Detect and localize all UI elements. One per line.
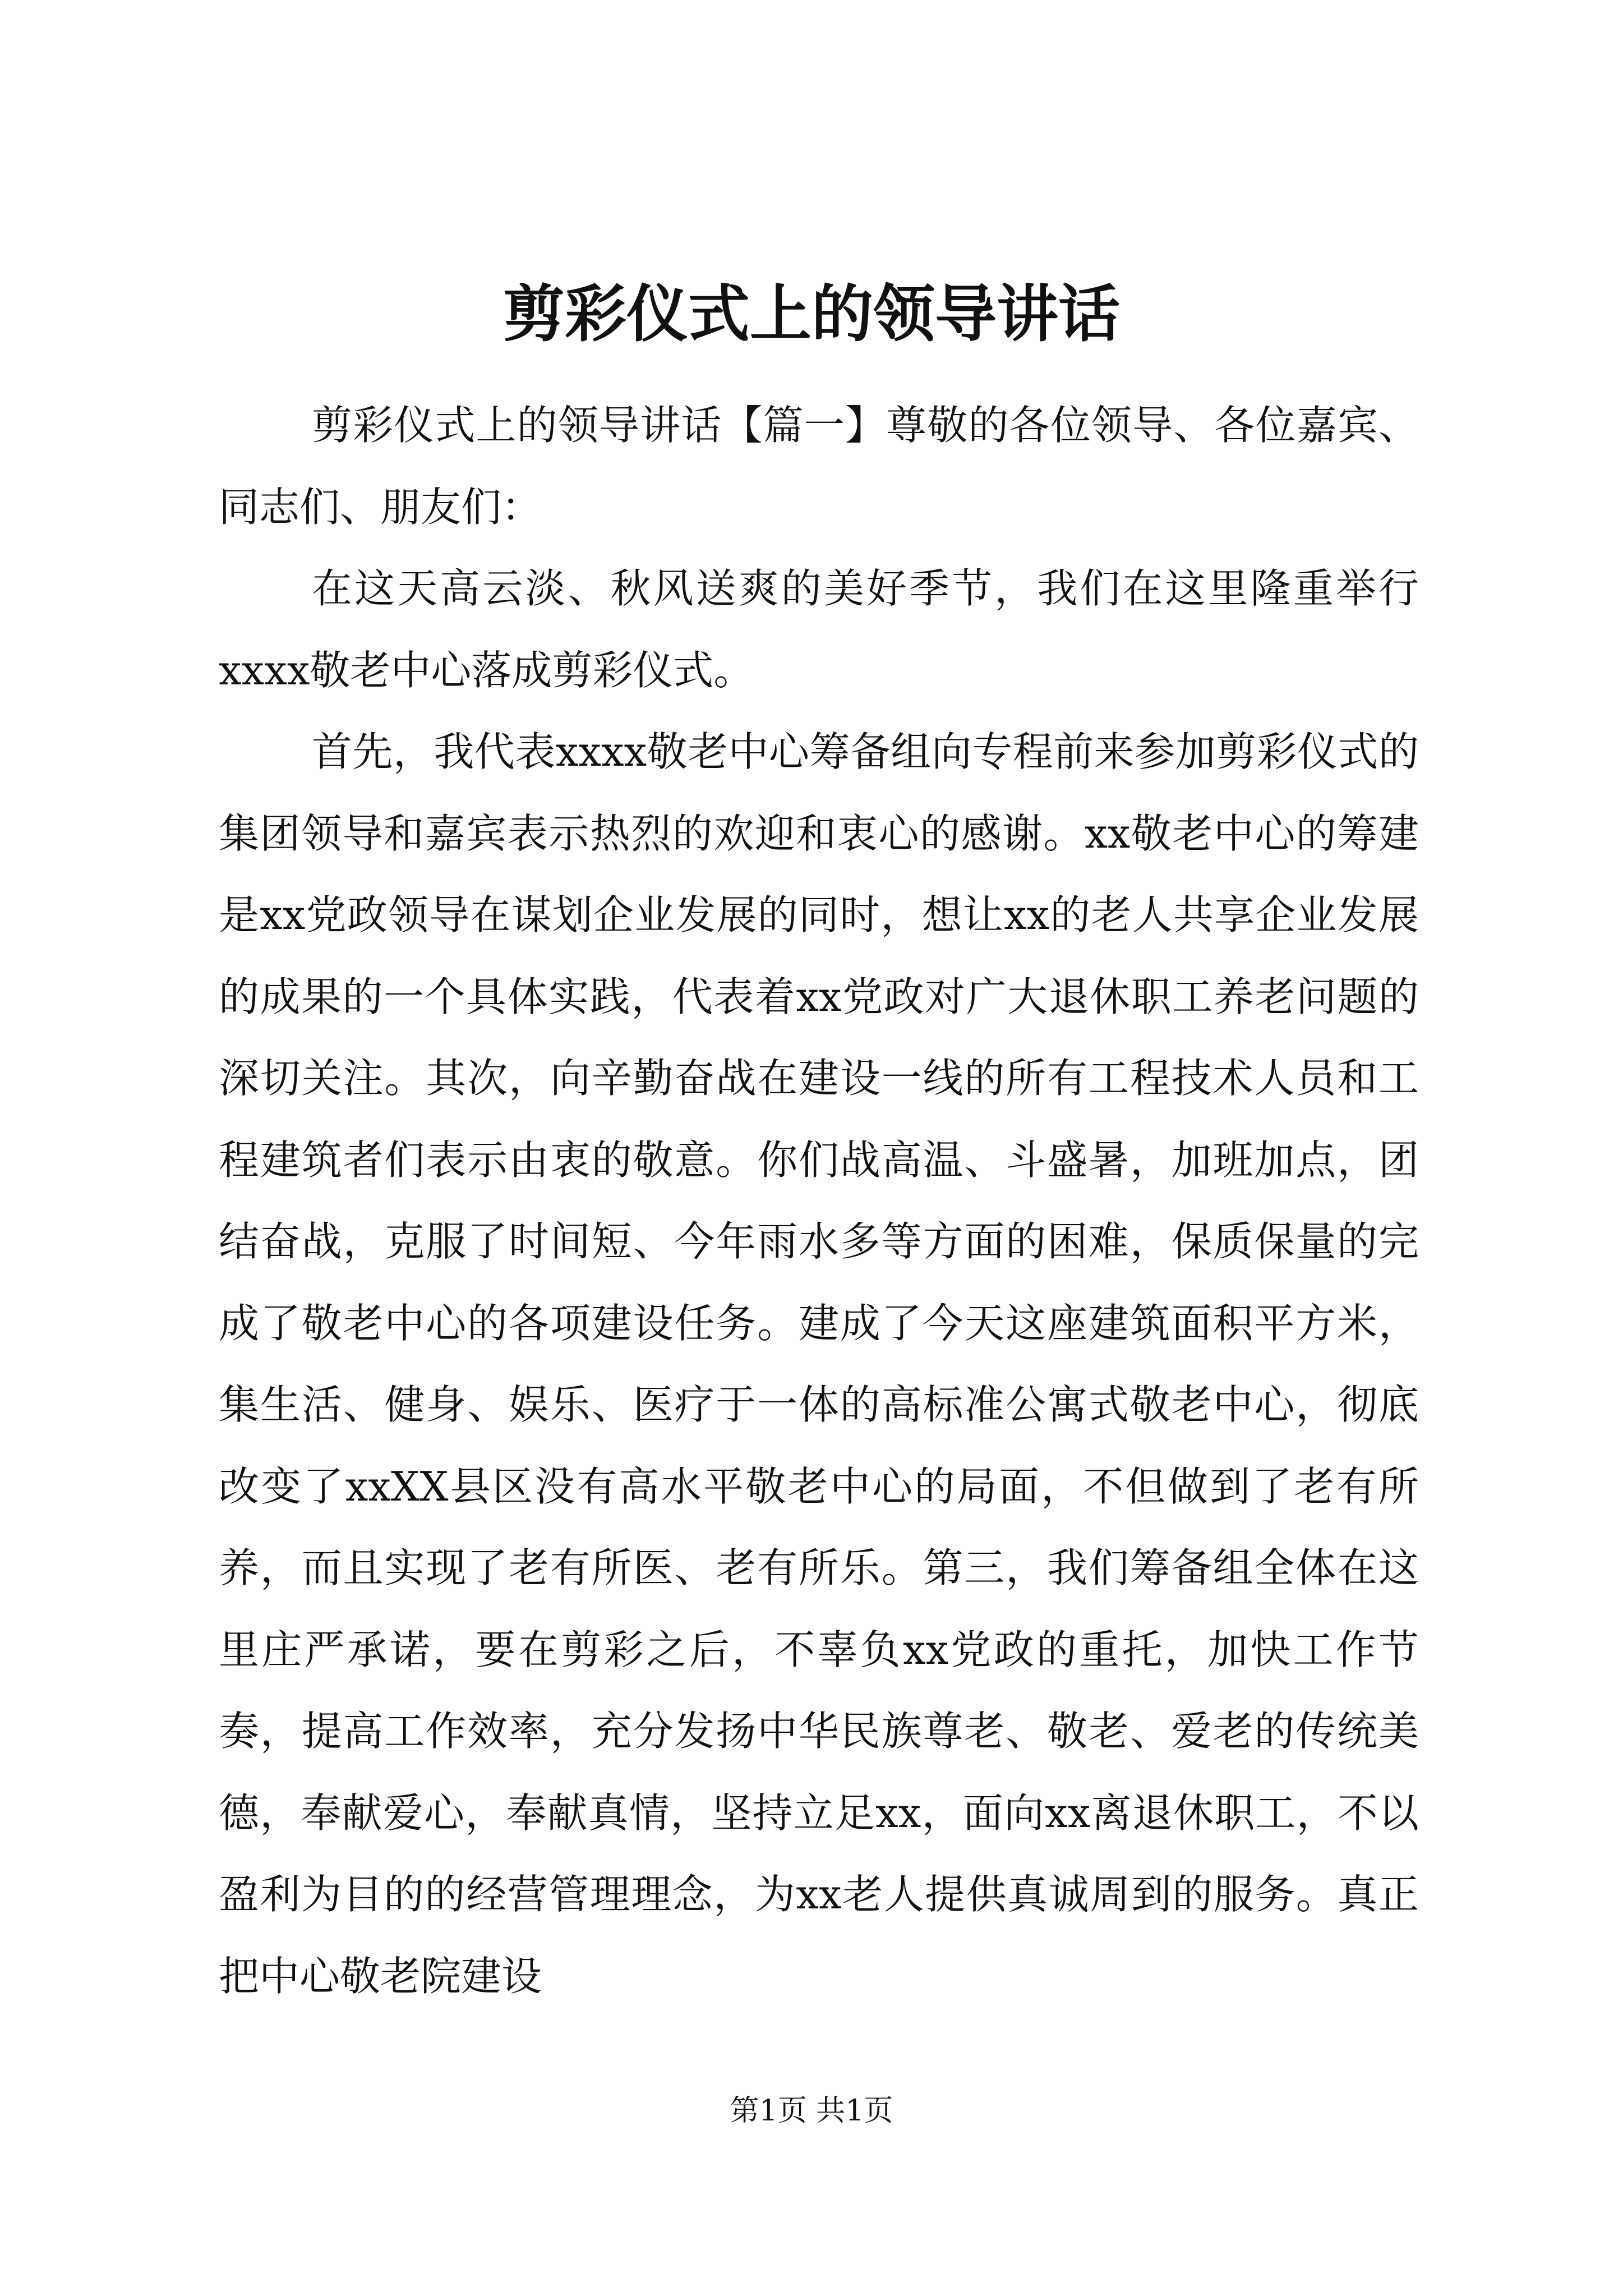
paragraph-main: 首先，我代表xxxx敬老中心筹备组向专程前来参加剪彩仪式的集团领导和嘉宾表示热烈的欢迎和衷心的感谢。xx敬老中心的筹建是xx党政领导在谋划企业发展的同时，想让xx的老人共享企业发展的成果的一个具体实践，代表着xx党政对广大退休职工养老问题的深切关注。其次，向辛勤奋战在建设一线的所有工程技术人员和工程建筑者们表示由衷的敬意。你们战高温、斗盛暑，加班加点，团结奋战，克服了时间短、今年雨水多等方面的困难，保质保量的完成了敬老中心的各项建设任务。建成了今天这座建筑面积平方米，集生活、健身、娱乐、医疗于一体的高标准公寓式敬老中心，彻底改变了xxXX县区没有高水平敬老中心的局面，不但做到了老有所养，而且实现了老有所医、老有所乐。第三，我们筹备组全体在这里庄严承诺，要在剪彩之后，不辜负xx党政的重托，加快工作节奏，提高工作效率，充分发扬中华民族尊老、敬老、爱老的传统美德，奉献爱心，奉献真情，坚持立足xx，面向xx离退休职工，不以盈利为目的的经营管理理念，为xx老人提供真诚周到的服务。真正把中心敬老院建设 — [219, 728, 1419, 2000]
document-body — [219, 385, 1419, 2017]
page-footer: 第1页 共1页 — [730, 2094, 893, 2128]
paragraph-opening: 在这天高云淡、秋风送爽的美好季节，我们在这里隆重举行xxxx敬老中心落成剪彩仪式。 — [219, 565, 1419, 694]
paragraph-greeting: 剪彩仪式上的领导讲话【篇一】尊敬的各位领导、各位嘉宾、同志们、朋友们： — [219, 402, 1419, 531]
document-title: 剪彩仪式上的领导讲话 — [503, 278, 1120, 350]
